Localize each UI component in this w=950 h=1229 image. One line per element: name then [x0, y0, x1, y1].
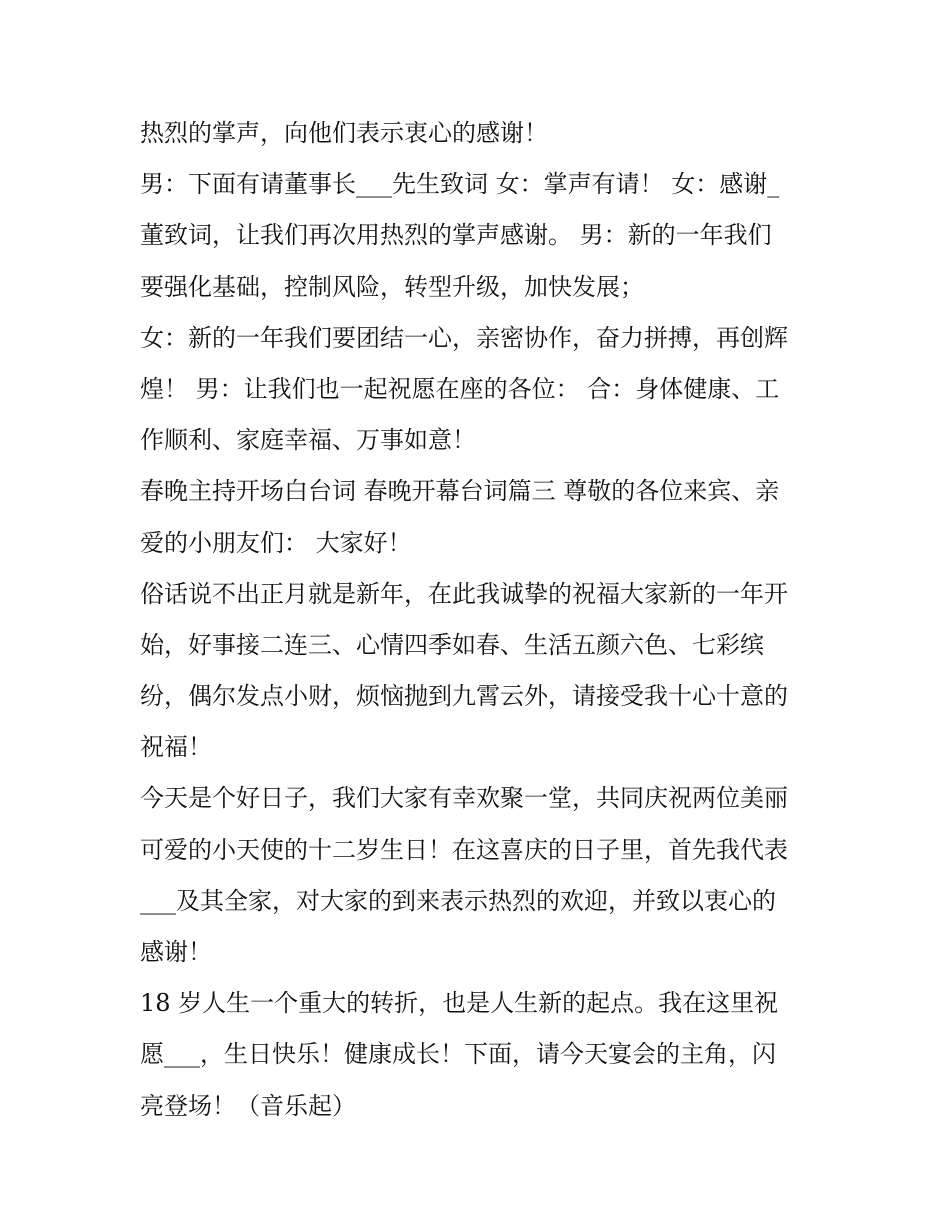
text-line: 爱的小朋友们： 大家好！: [140, 528, 412, 557]
text-line: 愿___，生日快乐！健康成长！下面，请今天宴会的主角，闪: [140, 1040, 776, 1069]
text-line: 要强化基础，控制风险，转型升级，加快发展；: [140, 272, 644, 301]
text-line: 感谢！: [140, 938, 212, 966]
text-line: 纷，偶尔发点小财，烦恼抛到九霄云外，请接受我十心十意的: [140, 682, 788, 711]
text-line: 亮登场！（音乐起）: [140, 1091, 356, 1120]
text-line: 可爱的小天使的十二岁生日！在这喜庆的日子里，首先我代表: [140, 835, 788, 864]
text-line: ___及其全家，对大家的到来表示热烈的欢迎，并致以衷心的: [140, 886, 776, 915]
text-line: 春晚主持开场白台词 春晚开幕台词篇三 尊敬的各位来宾、亲: [140, 477, 780, 506]
text-line: 男：下面有请董事长___先生致词 女：掌声有请！ 女：感谢_: [140, 170, 780, 199]
text-line: 煌！ 男：让我们也一起祝愿在座的各位： 合：身体健康、工: [140, 374, 780, 403]
text-line: 俗话说不出正月就是新年，在此我诚挚的祝福大家新的一年开: [140, 579, 788, 608]
text-line: 祝福！: [140, 733, 212, 762]
text-line: 热烈的掌声，向他们表示衷心的感谢！: [140, 119, 548, 147]
text-line: 始，好事接二连三、心情四季如春、生活五颜六色、七彩缤: [140, 630, 764, 659]
document-body: [140, 108, 820, 1132]
text-line: 作顺利、家庭幸福、万事如意！: [140, 426, 476, 455]
text-line: 董致词，让我们再次用热烈的掌声感谢。 男：新的一年我们: [140, 221, 772, 250]
text-line: 今天是个好日子，我们大家有幸欢聚一堂，共同庆祝两位美丽: [140, 784, 788, 813]
text-line: 女：新的一年我们要团结一心，亲密协作，奋力拼搏，再创辉: [140, 323, 788, 352]
text-line: 18 岁人生一个重大的转折，也是人生新的起点。我在这里祝: [140, 989, 779, 1018]
